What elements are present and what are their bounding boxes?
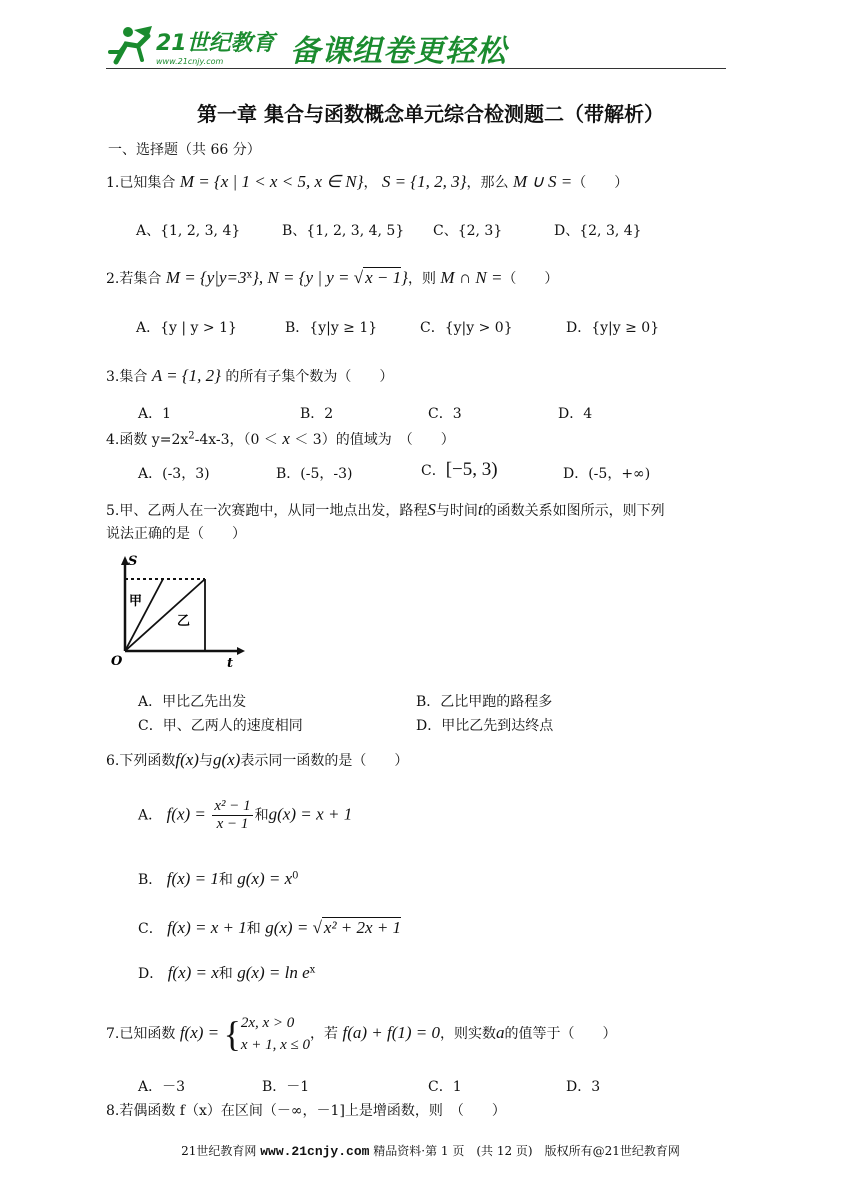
q2-option-d: D．{y|y ≥ 0} [566,320,660,336]
q2-exp: x [246,269,253,281]
footer-site: 21世纪教育网 [181,1144,257,1158]
q7-option-a: A．－3 [138,1079,186,1095]
runner-logo-icon [108,22,283,70]
graph-y-label: S [128,554,138,569]
q7-option-b: B．－1 [262,1079,310,1095]
q2-option-b: B．{y|y ≥ 1} [285,320,378,336]
question-4: 4.函数 $y=2x^2-4x-3$，（0 ＜ x ＜ 3）的值域为 （ ） [106,429,455,448]
q2-ask: ，则 [407,271,436,287]
q2-expr: M ∩ N = [440,268,503,287]
q6-option-c: C． f(x) = x + 1和 g(x) = √ x² + 2x + 1 [138,918,402,937]
q2-option-a: A．{y | y > 1} [136,320,237,336]
q1-option-b: B、{1, 2, 3, 4, 5} [282,223,405,239]
question-5-line1: 5.甲、乙两人在一次赛跑中，从同一地点出发，路程S与时间t的函数关系如图所示，则下列 [106,500,665,519]
graph-x-label: t [227,656,234,671]
q2-option-c: C．{y|y > 0} [420,320,513,336]
q1-ask: ，那么 [466,175,509,191]
q1-set-s: S = {1, 2, 3} [381,172,467,191]
question-1: 1.已知集合 M = {x | 1 < x < 5, x ∈ N}， S = {1, 2, 3}，那么 M ∪ S =（ ） [106,172,629,191]
header-rule [106,68,726,69]
question-5-line2: 说法正确的是（ ） [106,526,246,542]
q5-option-d: D．甲比乙先到达终点 [416,718,554,734]
section-heading: 一、选择题（共 66 分） [108,142,261,158]
q2-prefix: 2.若集合 [106,271,162,287]
footer-url[interactable]: www.21cnjy.com [260,1144,370,1159]
footer-rest: 精品资料·第 1 页 (共 12 页) 版权所有@21世纪教育网 [373,1144,680,1158]
q2-paren: （ ） [502,271,559,287]
q3-prefix: 3.集合 [106,369,148,385]
q7-option-c: C．1 [428,1079,462,1095]
q7-case-2: x + 1, x ≤ 0 [240,1037,311,1053]
q4-option-d: D．(-5，+∞) [563,466,651,482]
logo-url-text: www.21cnjy.com [156,57,224,66]
question-7: 7.已知函数 f(x) = { 2x, x > 0 x + 1, x ≤ 0 ，若 f(a) + f(1) = 0，则实数a的值等于（ ） [106,1014,617,1054]
q3-suffix: 的所有子集个数为（ ） [225,369,394,385]
q1-option-c: C、{2, 3} [433,223,503,239]
graph-origin: O [111,654,123,669]
question-3 [106,366,393,386]
q4-option-b: B．(-5，-3) [276,466,353,482]
question-8: 8.若偶函数 f（x）在区间（－∞，－1]上是增函数，则 （ ） [106,1103,506,1119]
q2-set-m: M = {y|y=3 [165,268,247,287]
q4-suffix2: ＜ 3）的值域为 （ ） [289,432,455,448]
q3-set: A = {1, 2} [151,366,221,385]
q3-option-d: D．4 [558,406,593,422]
q1-option-d: D、{2, 3, 4} [554,223,642,239]
q3-option-b: B．2 [300,406,334,422]
q7-case-1: 2x, x > 0 [240,1015,295,1031]
q1-expr: M ∪ S = [512,172,573,191]
logo-main-text: 21世纪教育 [156,31,275,56]
question-2: 2.若集合 $M = \{y|y=3^x\}$, N = {y | y = √ x − 1}，则 M ∩ N =（ ） [106,268,559,287]
q4-option-c-math: [−5, 3) [445,459,498,480]
q3-option-c: C．3 [428,406,462,422]
q3-option-a: A．1 [138,406,172,422]
graph-label-yi: 乙 [177,614,191,629]
q1-prefix: 1.已知集合 [106,175,176,191]
q5-option-b: B．乙比甲跑的路程多 [416,694,553,710]
q1-option-a: A、{1, 2, 3, 4} [136,223,241,239]
q7-option-d: D．3 [566,1079,601,1095]
race-graph [105,553,245,671]
q2-set-n: }, N = {y | y = [252,268,354,287]
q4-option-c: C．[−5, 3) [421,459,498,480]
q6-option-b: B． f(x) = 1和 $g(x) = x^0$ [138,869,299,888]
q1-set-m: M = {x | 1 < x < 5, x ∈ N} [179,172,364,191]
q2-radicand: x − 1 [365,268,402,287]
page-footer [0,1142,861,1159]
q4-suffix: -4x-3，（0 ＜ [194,432,283,448]
q4-option-a: A．(-3，3) [138,466,210,482]
logo [108,22,283,70]
q6-option-d: D． f(x) = x和 $g(x) = \ln e^x$ [138,963,316,982]
q6-option-a: A． f(x) = $\frac{\text{x² − 1}}{x - 1}$ 和g(x) = x + 1 [138,798,353,832]
q5-option-a: A．甲比乙先出发 [138,694,247,710]
page-title: 第一章 集合与函数概念单元综合检测题二（带解析） [197,102,664,126]
q1-paren: （ ） [572,175,629,191]
header-slogan: 备课组卷更轻松 [290,34,507,69]
question-6: 6.下列函数f(x)与g(x)表示同一函数的是（ ） [106,750,409,769]
graph-label-jia: 甲 [129,594,143,609]
q5-option-c: C．甲、乙两人的速度相同 [138,718,303,734]
q4-prefix: 4.函数 y=2x [106,432,189,448]
